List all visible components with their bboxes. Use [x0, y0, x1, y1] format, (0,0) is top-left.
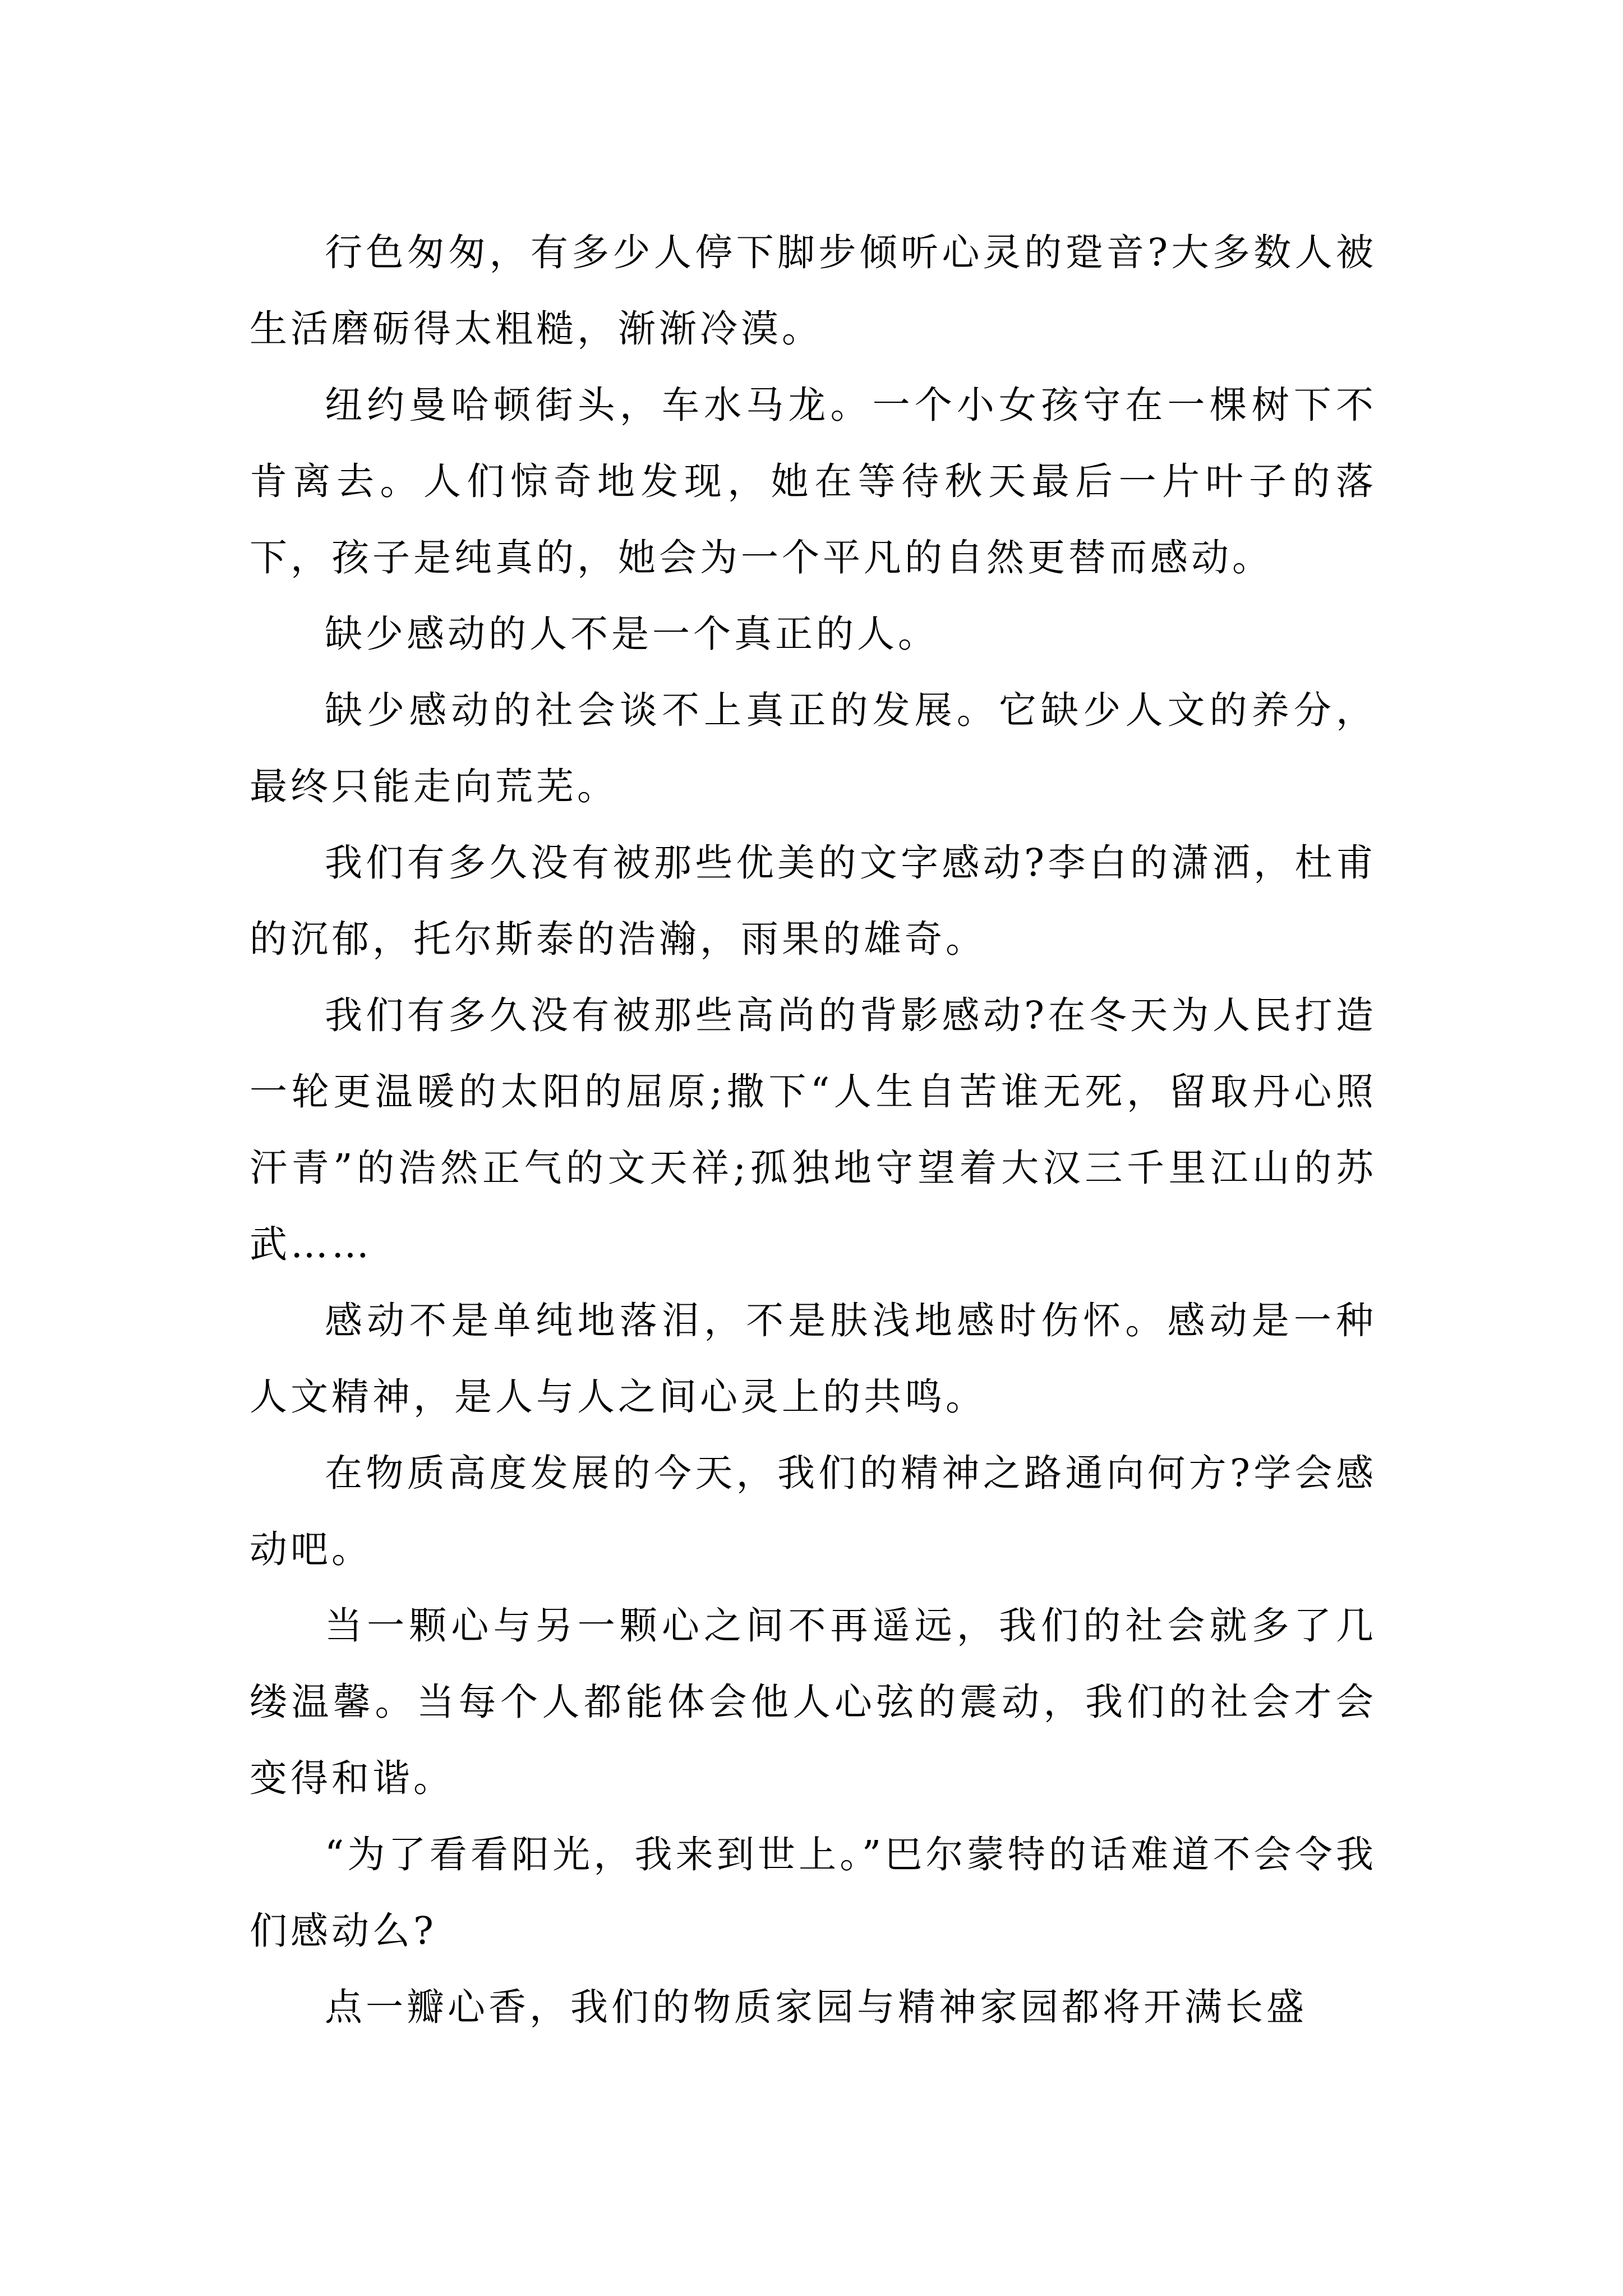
paragraph-8: 在物质高度发展的今天，我们的精神之路通向何方?学会感动吧。: [250, 1451, 1377, 1571]
document-body: [250, 214, 1377, 2045]
paragraph-3: 缺少感动的人不是一个真正的人。: [325, 612, 939, 656]
paragraph-11: 点一瓣心香，我们的物质家园与精神家园都将开满长盛: [325, 1985, 1307, 2029]
paragraph-9: 当一颗心与另一颗心之间不再遥远，我们的社会就多了几缕温馨。当每个人都能体会他人心弦的震动，我们的社会才会变得和谐。: [250, 1604, 1377, 1800]
paragraph-4: 缺少感动的社会谈不上真正的发展。它缺少人文的养分，最终只能走向荒芜。: [250, 688, 1377, 808]
paragraph-2: 纽约曼哈顿街头，车水马龙。一个小女孩守在一棵树下不肯离去。人们惊奇地发现，她在等待秋天最后一片叶子的落下，孩子是纯真的，她会为一个平凡的自然更替而感动。: [250, 383, 1377, 579]
paragraph-1: 行色匆匆，有多少人停下脚步倾听心灵的跫音?大多数人被生活磨砺得太粗糙，渐渐冷漠。: [250, 231, 1377, 351]
paragraph-5: 我们有多久没有被那些优美的文字感动?李白的潇洒，杜甫的沉郁，托尔斯泰的浩瀚，雨果的雄奇。: [250, 841, 1377, 961]
paragraph-6: 我们有多久没有被那些高尚的背影感动?在冬天为人民打造一轮更温暖的太阳的屈原;撒下“人生自苦谁无死，留取丹心照汗青”的浩然正气的文天祥;孤独地守望着大汉三千里江山的苏武……: [250, 993, 1377, 1266]
paragraph-7: 感动不是单纯地落泪，不是肤浅地感时伤怀。感动是一种人文精神，是人与人之间心灵上的共鸣。: [250, 1299, 1377, 1419]
paragraph-10: “为了看看阳光，我来到世上。”巴尔蒙特的话难道不会令我们感动么?: [250, 1833, 1377, 1953]
